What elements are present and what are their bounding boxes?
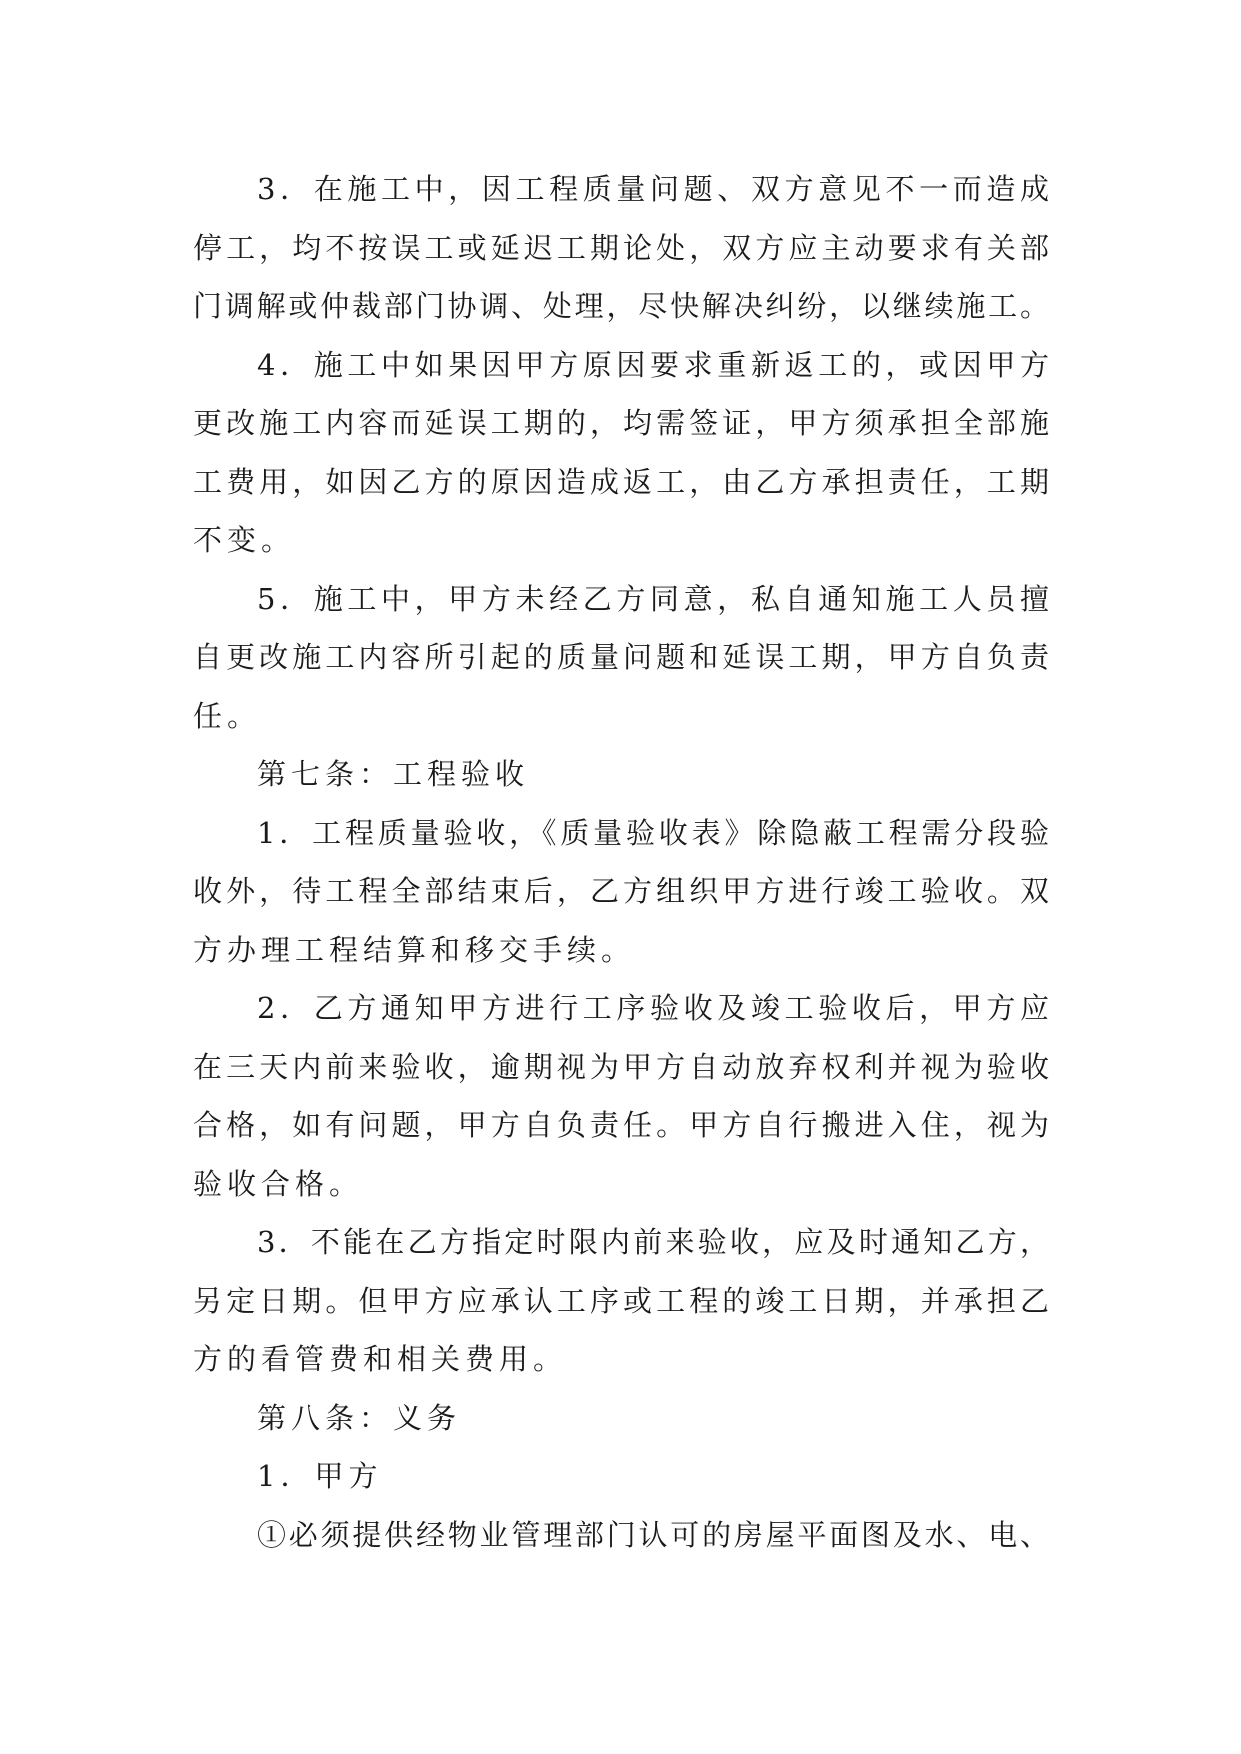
section-heading: 第七条：工程验收 xyxy=(257,757,530,791)
text-line: 2．乙方通知甲方进行工序验收及竣工验收后，甲方应 xyxy=(257,991,1049,1025)
text-line: 1．甲方 xyxy=(257,1459,383,1493)
text-line: 停工，均不按误工或延迟工期论处，双方应主动要求有关部 xyxy=(193,230,1049,265)
text-line: 工费用，如因乙方的原因造成返工，由乙方承担责任，工期 xyxy=(193,464,1049,499)
text-line: 5．施工中，甲方未经乙方同意，私自通知施工人员擅 xyxy=(257,581,1049,616)
text-line: 合格，如有问题，甲方自负责任。甲方自行搬进入住，视为 xyxy=(193,1108,1049,1142)
text-line: 门调解或仲裁部门协调、处理，尽快解决纠纷，以继续施工。 xyxy=(193,289,1049,323)
text-line: 在三天内前来验收，逾期视为甲方自动放弃权利并视为验收 xyxy=(193,1049,1049,1084)
text-line: 验收合格。 xyxy=(193,1166,364,1201)
text-line: 3．在施工中，因工程质量问题、双方意见不一而造成 xyxy=(257,172,1049,206)
text-line: 不变。 xyxy=(193,523,296,557)
text-line: 自更改施工内容所引起的质量问题和延误工期，甲方自负责 xyxy=(193,640,1049,674)
text-line: 方的看管费和相关费用。 xyxy=(193,1342,568,1376)
text-line: 另定日期。但甲方应承认工序或工程的竣工日期，并承担乙 xyxy=(193,1283,1049,1318)
text-line: 更改施工内容而延误工期的，均需签证，甲方须承担全部施 xyxy=(193,406,1049,440)
text-line: 任。 xyxy=(193,698,262,733)
text-line: 方办理工程结算和移交手续。 xyxy=(193,932,636,967)
document-body xyxy=(193,160,1049,1564)
text-line: ①必须提供经物业管理部门认可的房屋平面图及水、电、 xyxy=(257,1517,1049,1552)
text-line: 3．不能在乙方指定时限内前来验收，应及时通知乙方， xyxy=(257,1225,1049,1259)
section-heading: 第八条：义务 xyxy=(257,1400,462,1435)
text-line: 收外，待工程全部结束后，乙方组织甲方进行竣工验收。双 xyxy=(193,874,1049,908)
text-line: 4．施工中如果因甲方原因要求重新返工的，或因甲方 xyxy=(257,347,1049,382)
text-line: 1．工程质量验收，《质量验收表》除隐蔽工程需分段验 xyxy=(257,815,1049,850)
